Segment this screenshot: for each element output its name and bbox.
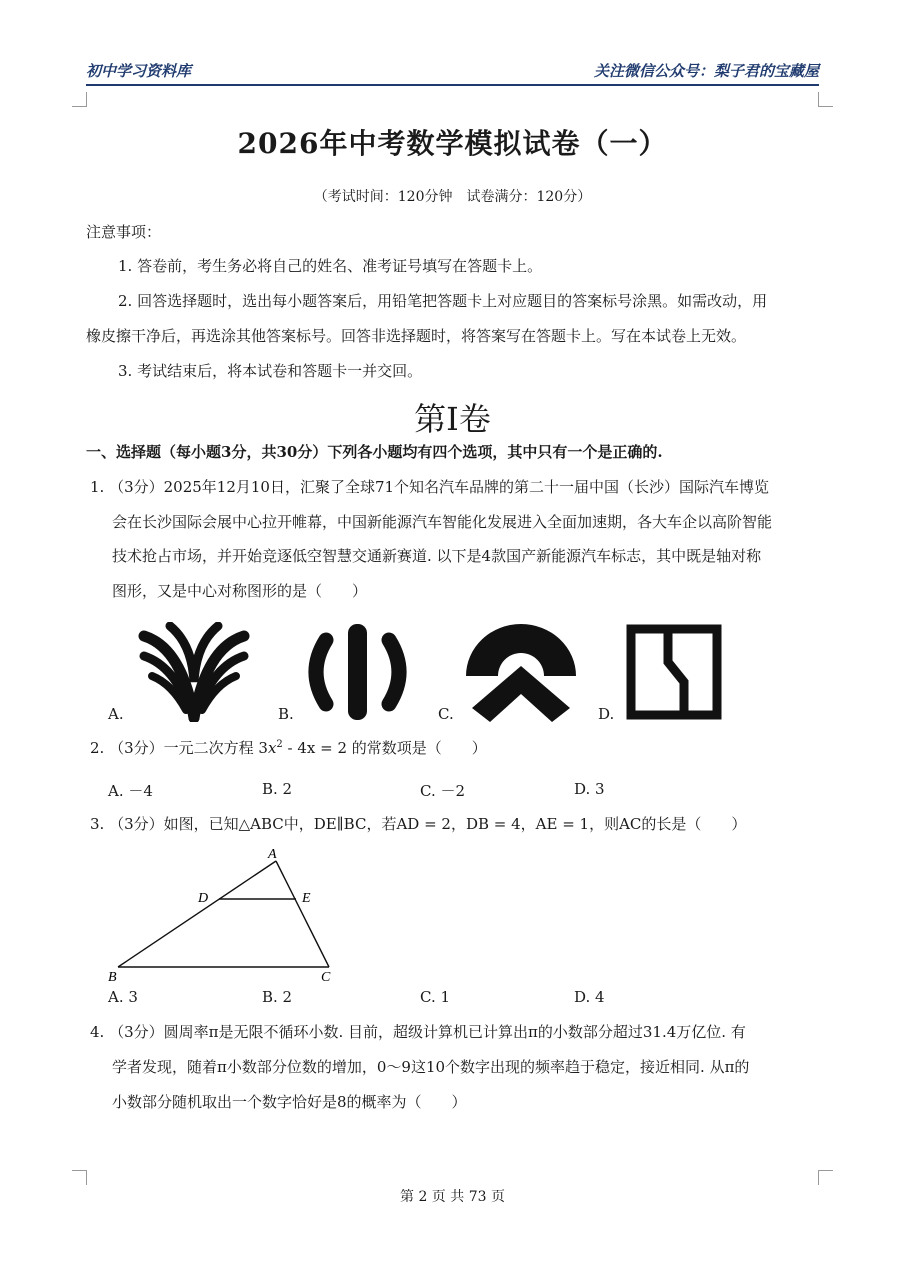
logo-b-bar-arcs [300,622,415,722]
q3-option-a: A. 3 [108,988,138,1006]
header-rule [86,84,819,86]
q1-line-3: 技术抢占市场，并开始竞逐低空智慧交通新赛道. 以下是4款国产新能源汽车标志，其中既是轴对称 [112,547,762,565]
q1-line-1: 1. （3分）2025年12月10日，汇聚了全球71个知名汽车品牌的第二十一届中国（长沙）国际汽车博览 [90,478,770,496]
corner-mark-top-left [72,92,87,107]
volume-heading: 第Ⅰ卷 [414,400,491,438]
q2-option-c: C. －2 [420,782,466,800]
q2-stem-suffix: - 4x = 2 的常数项是（ ） [282,739,487,757]
section-heading: 一、选择题（每小题3分，共30分）下列各小题均有四个选项，其中只有一个是正确的. [86,443,663,461]
q3-option-d: D. 4 [574,988,605,1006]
q3-triangle-figure [100,845,350,985]
q1-line-2: 会在长沙国际会展中心拉开帷幕，中国新能源汽车智能化发展进入全面加速期，各大车企以高阶智能 [112,513,773,531]
q1-option-d: D. [598,705,615,723]
q2-stem [90,733,487,760]
label-a: A [268,847,277,862]
q2-option-b: B. 2 [262,780,293,798]
q3-stem: 3. （3分）如图，已知△ABC中，DE∥BC，若AD = 2，DB = 4，AE = 1，则AC的长是（ ） [90,815,747,833]
q1-option-b: B. [278,705,294,723]
q1-option-c: C. [438,705,454,723]
logo-c-semicircle-chevron [462,622,580,722]
q1-line-4: 图形，又是中心对称图形的是（ ） [112,582,368,600]
page-number: 第 2 页 共 73 页 [400,1189,505,1205]
exam-info: （考试时间：120分钟 试卷满分：120分） [313,189,592,205]
label-c: C [321,970,331,985]
q1-option-a: A. [108,705,124,723]
q4-line-2: 学者发现，随着π小数部分位数的增加，0～9这10个数字出现的频率趋于稳定，接近相同. 从π的 [112,1058,750,1076]
side-ac [276,861,329,967]
notice-item-2-line-1: 2. 回答选择题时，选出每小题答案后，用铅笔把答题卡上对应题目的答案标号涂黑。如需改动，用 [118,292,768,310]
notice-item-2-line-2: 橡皮擦干净后，再选涂其他答案标号。回答非选择题时，将答案写在答题卡上。写在本试卷上无效。 [86,327,747,345]
q2-stem-prefix: 2. （3分）一元二次方程 3 [90,739,268,757]
q4-line-1: 4. （3分）圆周率π是无限不循环小数. 目前，超级计算机已计算出π的小数部分超过31.4万亿位. 有 [90,1023,746,1041]
notice-item-3: 3. 考试结束后，将本试卷和答题卡一并交回。 [118,362,423,380]
header-right: 关注微信公众号：梨子君的宝藏屋 [593,62,819,80]
q2-stem-exponent: 2 [276,739,283,750]
corner-mark-bottom-left [72,1170,87,1185]
label-e: E [302,891,311,906]
logo-a-layered-v [134,622,254,722]
page-title: 2026年中考数学模拟试卷（一） [237,127,668,160]
logo-d-square-bent-line [624,622,724,722]
q2-stem-variable: x [267,739,277,757]
q2-option-a: A. －4 [108,782,153,800]
notice-item-1: 1. 答卷前，考生务必将自己的姓名、准考证号填写在答题卡上。 [118,257,543,275]
q3-option-c: C. 1 [420,988,451,1006]
label-b: B [108,970,117,985]
notice-heading: 注意事项： [86,223,162,241]
header-left: 初中学习资料库 [86,62,192,80]
q4-line-3: 小数部分随机取出一个数字恰好是8的概率为（ ） [112,1093,467,1111]
corner-mark-top-right [818,92,833,107]
corner-mark-bottom-right [818,1170,833,1185]
label-d: D [198,891,209,906]
q2-option-d: D. 3 [574,780,605,798]
q3-option-b: B. 2 [262,988,293,1006]
side-ab [118,861,276,967]
